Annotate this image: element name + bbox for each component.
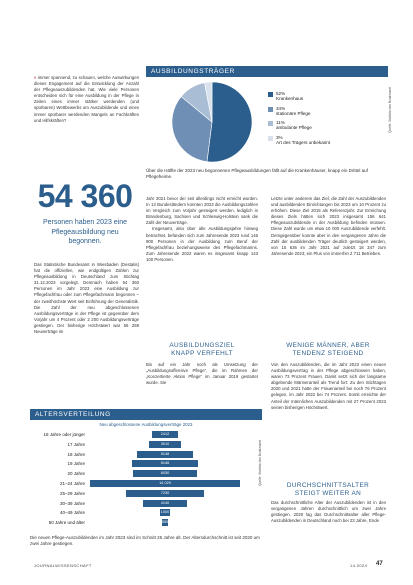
pie-legend bbox=[268, 91, 378, 149]
pie-source: Quelle: Statistisches Bundesamt bbox=[388, 87, 392, 133]
age-chart bbox=[30, 431, 262, 531]
legend-label: Art des Trägers unbekannt bbox=[276, 140, 331, 146]
age-category-label: 19 Jahre bbox=[67, 461, 85, 467]
legend-swatch bbox=[268, 121, 273, 126]
right-section-heading: WENIGE MÄNNER, ABER TENDENZ STEIGEND bbox=[286, 342, 370, 357]
legend-label: Krankenhaus bbox=[276, 96, 304, 102]
age-bar: 4140 bbox=[143, 500, 187, 507]
legend-percent: 11% bbox=[276, 120, 285, 126]
pie-legend-item bbox=[268, 91, 378, 102]
pie-caption: Über die Hälfte der 2023 neu begonnenen Pflegeausbildungen fällt auf die Krankenhäuser, knapp ein Drittel auf Pflegeheime. bbox=[146, 168, 368, 179]
age-category-label: 40–49 Jahre bbox=[59, 510, 85, 516]
right-col-text: Letzte unter anderem das Ziel, die Zahl der Auszubildenden und ausbildenden Einrichtungen bis 2023 um 10 Prozent zu erhöhen. Diese Ziel 2015 als Referenzjahr. Zur Erreichung dieses Ziels hätten sich 2023 insgesamt 156 641 Pflegeauszubildende in der Ausbildung befinden müssen. Diese Zahl wurde um etwa 10 000 Auszubildende verfehlt. Demgegenüber konnte aber in den vergangenen Jahre die Zahl der ausbildenden Träger deutlich gesteigert werden, von 15 636 im Jahr 2021 auf zuletzt 18 347 zum Jahresende 2023; ein Plus von immerhin 2 711 Betrieben. bbox=[271, 196, 386, 256]
legend-percent: 52% bbox=[276, 91, 286, 96]
page-number: 47 bbox=[376, 561, 383, 567]
age-bar: 6030 bbox=[133, 470, 197, 477]
age-bar: 14 029 bbox=[90, 480, 240, 487]
age-bar: 1000 bbox=[160, 510, 170, 515]
age-section-bar bbox=[30, 409, 262, 420]
mid-paragraph-2: Insgesamt, also über alle Ausbildungsjahre hinweg betrachtet, befanden sich zum Jahresende 2023 rund 146 900 Personen in der Ausbildung zum Beruf der Pflegefachfrau beziehungsweise des Pflegefachmanns. Zum Jahresende 2022 waren es insgesamt knapp 143 100 Personen. bbox=[146, 226, 258, 262]
footer-journal: JOURNALWISSENSCHAFT bbox=[34, 563, 92, 568]
age-category-label: 25–29 Jahre bbox=[59, 490, 85, 496]
big-number: 54 360 bbox=[37, 178, 133, 214]
big-number-caption: Personen haben 2023 eine Pflegeausbildung neu begonnen. bbox=[42, 219, 128, 245]
age-category-label: 21–24 Jahre bbox=[59, 481, 85, 486]
big-number-box bbox=[30, 178, 140, 247]
left-intro-body: immer spannend, zu schauen, welche Auswirkungen dieses Engagement auf die Entwicklung der Anzahl der Pflegeauszubildenden hat. Wie viele Personen entscheiden sich für eine Ausbildung in der Pflege in Zeiten eines immer stärker werdenden (und spürbaren) Wettbewerbs um Auszubildende und eines immer spürbarer werdenden Mangels an Fachkräften und Hilfskräften? bbox=[34, 75, 139, 123]
pie-chart bbox=[162, 77, 262, 167]
legend-swatch bbox=[268, 136, 273, 141]
pie-section-title: AUSBILDUNGSTRÄGER bbox=[151, 68, 235, 75]
legend-swatch bbox=[268, 107, 273, 112]
age-bar: 559 bbox=[162, 520, 169, 525]
age-source: Quelle: Statistisches Bundesamt bbox=[258, 440, 262, 486]
age-section-title: ALTERSVERTEILUNG bbox=[35, 411, 111, 418]
age-category-label: 30–39 Jahre bbox=[59, 500, 85, 506]
age-category-label: 18 Jahre bbox=[67, 451, 85, 457]
age-bar: 3010 bbox=[149, 441, 181, 448]
age-bar: 5148 bbox=[137, 451, 192, 458]
mid-section-heading: AUSBILDUNGSZIEL KNAPP VERFEHLT bbox=[169, 342, 235, 357]
mid-section-body: Bis auf ein Jahr noch als Umsetzung der „Ausbildungsoffensive Pflege“, die im Rahmen der „Konzertierte Aktion Pflege“ im Januar 2019 gestartet wurde. Sie bbox=[146, 362, 258, 386]
footer-issue: 14.2024 bbox=[350, 563, 368, 568]
legend-label: ambulante Pflege bbox=[276, 125, 312, 131]
pie-legend-item bbox=[268, 120, 378, 131]
legend-percent: 34% bbox=[276, 105, 286, 111]
age-category-label: 17 Jahre bbox=[67, 441, 85, 447]
age-bar: 7230 bbox=[126, 490, 203, 497]
left-body-paragraph: Das Statistische Bundesamt in Wiesbaden (Destatis) hat die offiziellen, wie endgültigen Zahlen zur Pflegeausbildung in Deutschland zum Stichtag 31.12.2023 vorgelegt. Demnach haben 54 360 Personen im Jahr 2023 eine Ausbildung zur Pflegefachfrau oder zum Pflegefachmann begonnen – der zweithöchste Wert seit Einführung der Generalistik. Die Zahl der neu abgeschlossenen Ausbildungsverträge in der Pflege ist gegenüber dem Vorjahr um 4 Prozent oder 2 200 Ausbildungsverträge gestiegen. Der bisherige Höchstwert war 56 259 Neuverträge im bbox=[34, 262, 139, 335]
age-subtitle: Neu abgeschlossene Ausbildungsverträge 2023 bbox=[99, 422, 193, 427]
pie-chart-panel bbox=[146, 77, 392, 167]
age-bar: 6146 bbox=[132, 460, 198, 467]
left-body-text bbox=[34, 262, 139, 335]
left-intro-text bbox=[34, 75, 139, 124]
age-category-label: 20 Jahre bbox=[67, 471, 85, 477]
pie-section-bar bbox=[146, 66, 388, 77]
legend-label: stationäre Pflege bbox=[276, 110, 311, 116]
pie-legend-item bbox=[268, 106, 378, 117]
pie-slice-krankenhaus bbox=[207, 82, 252, 162]
mid-col-text bbox=[146, 196, 258, 263]
right-section-body: Von den Auszubildenden, die im Jahr 2023 einen neuen Ausbildungsvertrag in der Pflege abgeschlossen haben, waren 73 Prozent Frauen. Damit setzt sich der langsame abgebende Männeranteil als Trend fort: Zu den Stichtagen 2020 und 2021 hatte der Frauenanteil bei noch 76 Prozent gelegen, im Jahr 2022 bei 74 Prozent. Somit erreichte der Anteil der männlichen Auszubildenden mit 27 Prozent 2023 seinen bisherigen Höchstwert. bbox=[271, 362, 386, 410]
continuation-marker: » bbox=[34, 75, 37, 80]
mid-paragraph-1: Jahr 2021 bevor der seit allerdings nicht erreicht worden. In 13 Bundesländern konnten 2023 die Ausbildungszahlen im Vergleich zum Vorjahr gesteigert werden, lediglich in Brandenburg, Sachsen und Schleswig-Holstein sank die Zahl der Neuverträge. bbox=[146, 196, 258, 226]
age-bar: 2412 bbox=[152, 431, 178, 438]
legend-swatch bbox=[268, 92, 273, 97]
pie-legend-item bbox=[268, 135, 378, 146]
right-section-2-heading: DURCHSCHNITTSALTER STEIGT WEITER AN bbox=[286, 482, 370, 497]
age-caption: Die neuen Pflege-Auszubildenden im Jahr 2023 sind im Schnitt 25 Jahre alt. Der Altersdurchschnitt ist seit 2020 um zwei Jahre gestiegen. bbox=[30, 535, 260, 546]
age-category-label: 18 Jahre oder jünger bbox=[43, 432, 85, 437]
legend-percent: 3% bbox=[276, 134, 283, 140]
age-category-label: 50 Jahre und älter bbox=[48, 520, 85, 526]
right-section-2-body: Das durchschnittliche Alter der Auszubildenden ist in den vergangenen Jahren durchschnittlich um zwei Jahre gestiegen. 2020 lag das Durchschnittsalter aller Pflege-Auszubildenden in Deutschland noch bei 23 Jahre, Ende bbox=[271, 500, 386, 524]
